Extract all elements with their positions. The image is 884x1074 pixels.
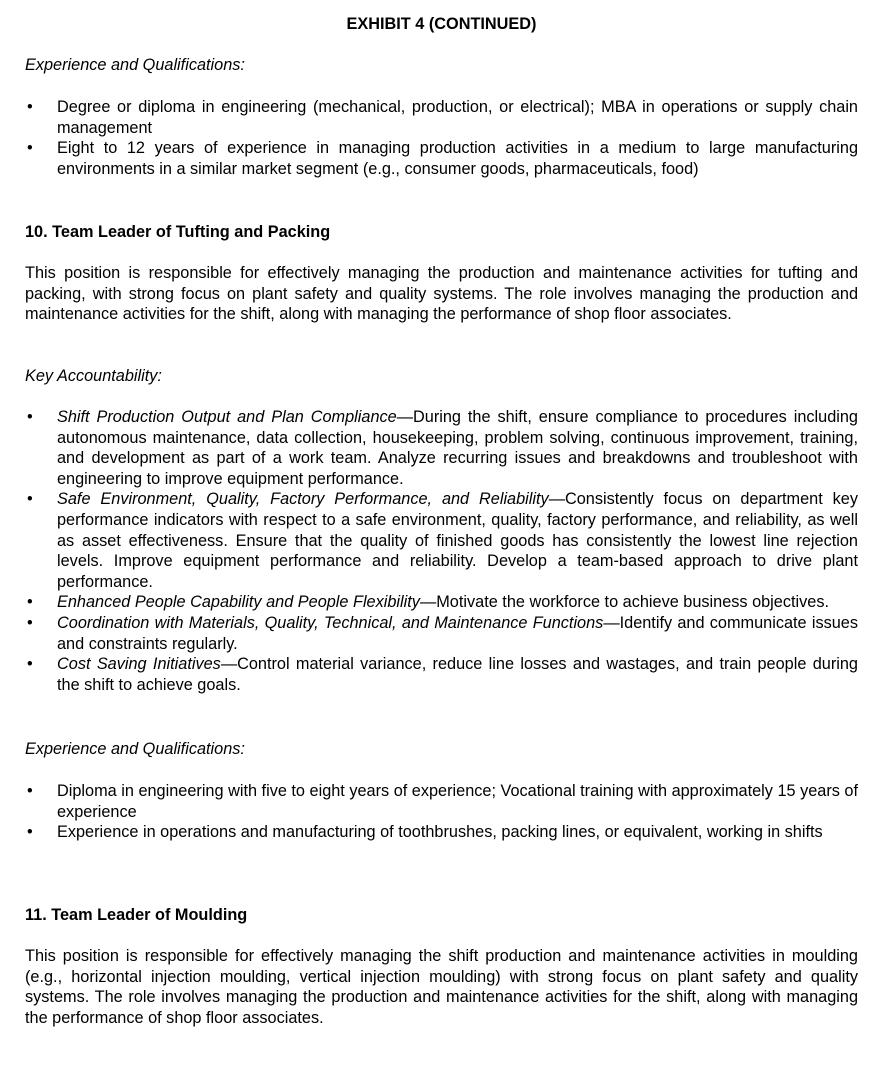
bullet-icon: • bbox=[27, 593, 33, 612]
list-item: • Coordination with Materials, Quality, Technical, and Maintenance Functions—Identify and communicate issues and constraints regularly. bbox=[27, 613, 859, 653]
list-item: • Safe Environment, Quality, Factory Performance, and Reliability—Consistently focus on department key performance indicators with respect to a safe environment, quality, factory performance, and reliability, as well as asset effectiveness. Ensure that the quality of finished goods has consistently the lowest line rejection levels. Improve equipment performance and reliability. Develop a team-based approach to drive plant performance. bbox=[27, 490, 858, 591]
list-item: • Diploma in engineering with five to eight years of experience; Vocational training with approximately 15 years of experience bbox=[27, 782, 858, 821]
accountability-list bbox=[25, 407, 858, 695]
accountability-lead: Safe Environment, Quality, Factory Performance, and Reliability bbox=[57, 490, 549, 509]
accountability-lead: Enhanced People Capability and People Flexibility bbox=[57, 593, 420, 612]
bullet-icon: • bbox=[27, 490, 33, 509]
section-title: 10. Team Leader of Tufting and Packing bbox=[25, 223, 331, 241]
bullet-icon: • bbox=[27, 782, 33, 800]
accountability-lead: Cost Saving Initiatives bbox=[57, 655, 221, 674]
list-item: • Cost Saving Initiatives—Control material variance, reduce line losses and wastages, and train people during the shift to achieve goals. bbox=[27, 655, 858, 694]
experience-list bbox=[25, 781, 858, 843]
list-item: • Experience in operations and manufacturing of toothbrushes, packing lines, or equivalent, working in shifts bbox=[27, 823, 823, 842]
bullet-icon: • bbox=[27, 408, 33, 426]
section-description: This position is responsible for effectively managing the production and maintenance activities for tufting and packing, with strong focus on plant safety and quality systems. The role involves managing the production and maintenance activities for the shift, along with managing the performance of shop floor associates. bbox=[25, 264, 858, 324]
key-accountability-heading: Key Accountability: bbox=[25, 367, 162, 385]
bullet-icon: • bbox=[27, 139, 33, 158]
experience-heading: Experience and Qualifications: bbox=[25, 740, 245, 758]
bullet-icon: • bbox=[27, 655, 33, 674]
list-item: • Shift Production Output and Plan Compliance—During the shift, ensure compliance to procedures including autonomous maintenance, data collection, housekeeping, problem solving, continuous improvement, training, and development as part of a work team. Analyze recurring issues and breakdowns and troubleshoot with engineering to improve equipment performance. bbox=[27, 408, 858, 488]
accountability-lead: Coordination with Materials, Quality, Technical, and Maintenance Functions bbox=[57, 613, 604, 632]
bullet-icon: • bbox=[27, 823, 33, 842]
accountability-lead: Shift Production Output and Plan Compliance bbox=[57, 408, 397, 426]
exhibit-title: EXHIBIT 4 (CONTINUED) bbox=[346, 15, 537, 33]
list-item: • Enhanced People Capability and People Flexibility—Motivate the workforce to achieve business objectives. bbox=[27, 593, 829, 612]
bullet-icon: • bbox=[27, 98, 33, 116]
list-item: • Eight to 12 years of experience in managing production activities in a medium to large manufacturing environments in a similar market segment (e.g., consumer goods, pharmaceuticals, food) bbox=[27, 139, 858, 178]
experience-heading: Experience and Qualifications: bbox=[25, 56, 245, 74]
bullet-icon: • bbox=[27, 613, 33, 632]
section-description: This position is responsible for effectively managing the shift production and maintenance activities in moulding (e.g., horizontal injection moulding, vertical injection moulding) with strong focus on plant safety and quality systems. The role involves managing the production and maintenance activities for the shift, along with managing the performance of shop floor associates. bbox=[25, 947, 858, 1027]
section-title: 11. Team Leader of Moulding bbox=[25, 906, 248, 924]
experience-list bbox=[25, 97, 858, 179]
list-item: • Degree or diploma in engineering (mechanical, production, or electrical); MBA in operations or supply chain management bbox=[27, 98, 858, 137]
